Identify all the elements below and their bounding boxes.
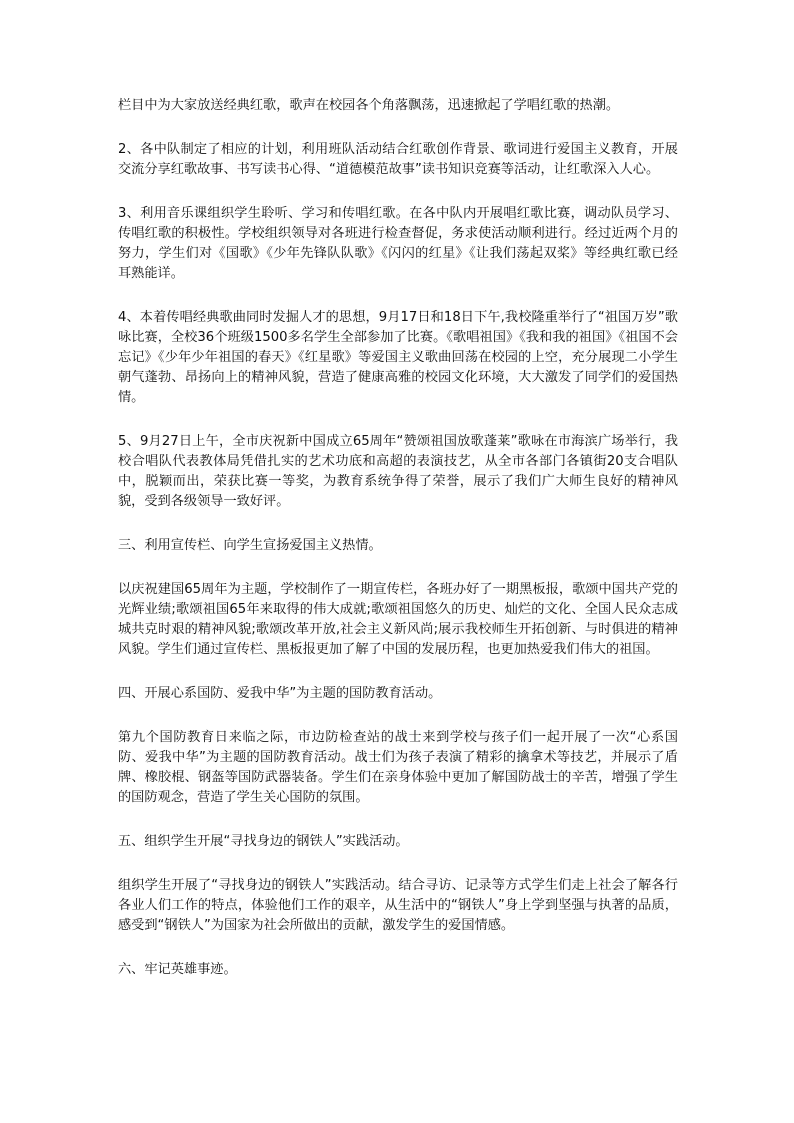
- section-heading-5: 五、组织学生开展“寻找身边的钢铁人”实践活动。: [118, 834, 409, 849]
- document-body: [118, 96, 678, 1004]
- paragraph-red-song-broadcast: 栏目中为大家放送经典红歌，歌声在校园各个角落飘荡，迅速掀起了学唱红歌的热潮。: [118, 98, 620, 113]
- paragraph-item-2: 2、各中队制定了相应的计划，利用班队活动结合红歌创作背景、歌词进行爱国主义教育，开展交流分享红歌故事、书写读书心得、“道德模范故事”读书知识竞赛等活动，让红歌深入人心。: [118, 142, 678, 177]
- section-heading-3: 三、利用宣传栏、向学生宣扬爱国主义热情。: [118, 538, 382, 553]
- paragraph-item-4: 4、本着传唱经典歌曲同时发掘人才的思想，9月17日和18日下午,我校隆重举行了“祖国万岁”歌咏比赛，全校36个班级1500多名学生全部参加了比赛。《歌唱祖国》《我和我的祖国》《祖国不会忘记》《少年少年祖国的春天》《红星歌》等爱国主义歌曲回荡在校园的上空，充分展现二小学生朝气蓬勃、昂扬向上的精神风貌，营造了健康高雅的校园文化环境，大大激发了同学们的爱国热情。: [118, 310, 678, 405]
- section-heading-4: 四、开展心系国防、爱我中华”为主题的国防教育活动。: [118, 686, 442, 701]
- paragraph-steel-people: 组织学生开展了“寻找身边的钢铁人”实践活动。结合寻访、记录等方式学生们走上社会了解各行各业人们工作的特点，体验他们工作的艰辛，从生活中的“钢铁人”身上学到坚强与执著的品质，感受到“钢铁人”为国家为社会所做出的贡献，激发学生的爱国情感。: [118, 878, 678, 933]
- paragraph-item-5: 5、9月27日上午，全市庆祝新中国成立65周年“赞颂祖国放歌蓬莱”歌咏在市海滨广场举行，我校合唱队代表教体局凭借扎实的艺术功底和高超的表演技艺，从全市各部门各镇街20支合唱队中，脱颖而出，荣获比赛一等奖，为教育系统争得了荣誉，展示了我们广大师生良好的精神风貌，受到各级领导一致好评。: [118, 434, 678, 509]
- section-heading-6: 六、牢记英雄事迹。: [118, 962, 237, 977]
- paragraph-national-defense: 第九个国防教育日来临之际，市边防检查站的战士来到学校与孩子们一起开展了一次“心系国防、爱我中华”为主题的国防教育活动。战士们为孩子表演了精彩的擒拿术等技艺，并展示了盾牌、橡胶棍、钢盔等国防武器装备。学生们在亲身体验中更加了解国防战士的辛苦，增强了学生的国防观念，营造了学生关心国防的氛围。: [118, 730, 678, 805]
- paragraph-item-3: 3、利用音乐课组织学生聆听、学习和传唱红歌。在各中队内开展唱红歌比赛，调动队员学习、传唱红歌的积极性。学校组织领导对各班进行检查督促，务求使活动顺利进行。经过近两个月的努力，学生们对《国歌》《少年先锋队队歌》《闪闪的红星》《让我们荡起双桨》等经典红歌已经耳熟能详。: [118, 206, 678, 281]
- paragraph-publicity: 以庆祝建国65周年为主题，学校制作了一期宣传栏，各班办好了一期黑板报，歌颂中国共产党的光辉业绩;歌颂祖国65年来取得的伟大成就;歌颂祖国悠久的历史、灿烂的文化、全国人民众志成城共克时艰的精神风貌;歌颂改革开放,社会主义新风尚;展示我校师生开拓创新、与时俱进的精神风貌。学生们通过宣传栏、黑板报更加了解了中国的发展历程，也更加热爱我们伟大的祖国。: [118, 582, 678, 657]
